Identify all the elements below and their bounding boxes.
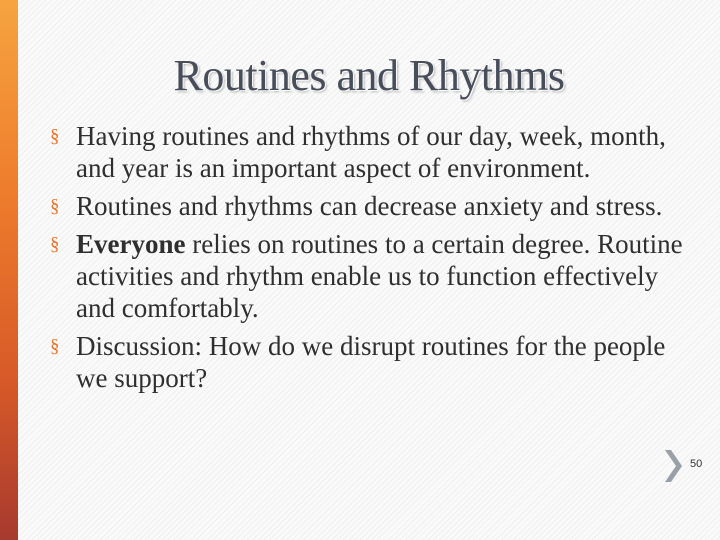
bullet-marker-icon: §: [50, 196, 60, 217]
bullet-text: Discussion: How do we disrupt routines for the people we support?: [76, 331, 666, 393]
accent-side-bar: [0, 0, 18, 540]
bullet-item-2: [44, 190, 684, 222]
bullet-marker-icon: §: [50, 234, 60, 255]
bullet-item-3: [44, 228, 684, 324]
bullet-bold-text: Everyone: [76, 229, 186, 259]
bullet-marker-icon: §: [50, 126, 60, 147]
slide-title: Routines and Rhythms: [173, 51, 565, 100]
bullet-list: [44, 120, 684, 400]
page-number: 50: [690, 458, 703, 470]
bullet-item-1: [44, 120, 684, 184]
chevron-right-icon: [662, 448, 684, 484]
bullet-text: Having routines and rhythms of our day, week, month, and year is an important aspect of environment.: [76, 121, 666, 183]
page-indicator: [662, 448, 712, 484]
bullet-text: Routines and rhythms can decrease anxiety and stress.: [76, 191, 663, 221]
bullet-text: relies on routines to a certain degree. Routine activities and rhythm enable us to function effectively and comfortably.: [76, 229, 683, 323]
bullet-marker-icon: §: [50, 336, 60, 357]
bullet-item-4: [44, 330, 684, 394]
